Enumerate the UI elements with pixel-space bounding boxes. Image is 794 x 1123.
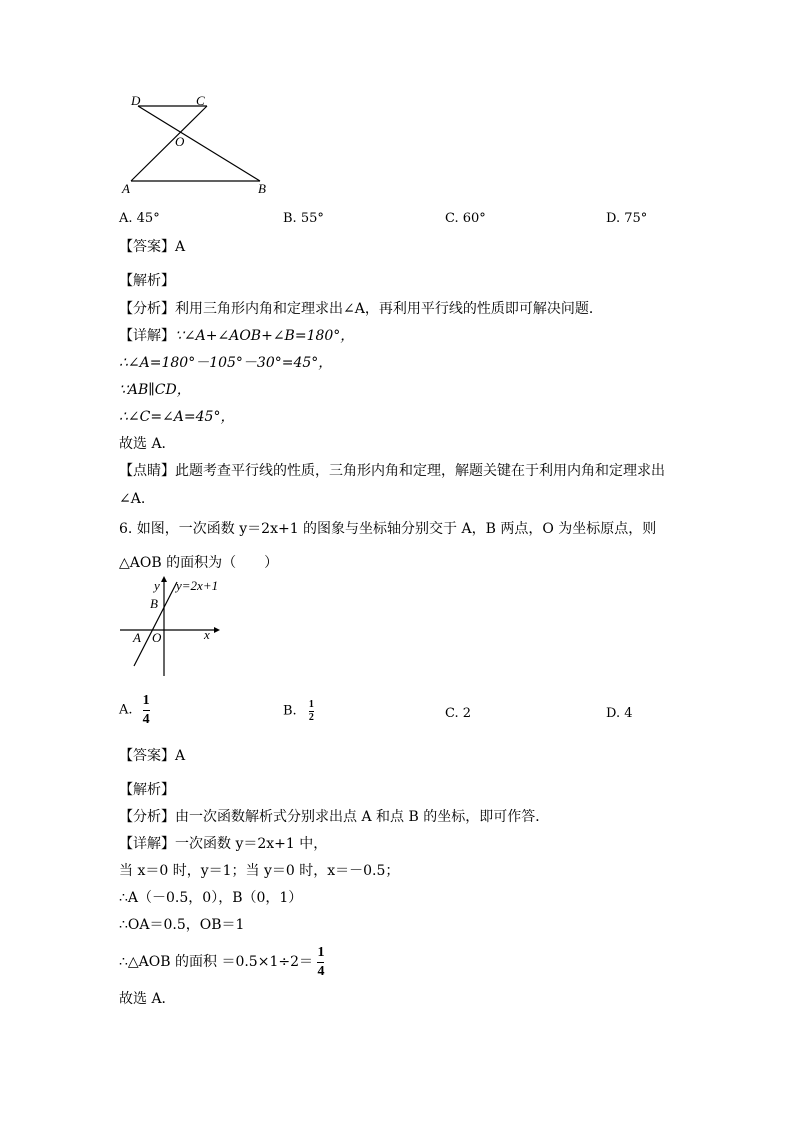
q5-option-a: A. 45° xyxy=(119,211,160,226)
q6-xiangjie xyxy=(119,834,327,854)
fenxi-label: 【分析】 xyxy=(119,301,175,317)
q5-conclusion: 故选 A． xyxy=(119,436,176,452)
q5-xiangjie xyxy=(119,326,354,346)
q5-step-2: ∴∠A=180°－105°－30°=45°， xyxy=(119,355,333,371)
x-axis-arrow xyxy=(214,627,220,633)
y-axis-arrow xyxy=(161,576,167,582)
q5-option-b: B. 55° xyxy=(283,211,324,226)
dianjing-text: 此题考查平行线的性质，三角形内角和定理，解题关键在于利用内角和定理求出 xyxy=(175,463,665,479)
option-a-fraction xyxy=(143,694,150,727)
area-expression: ∴△AOB 的面积 ＝0.5×1÷2＝ xyxy=(119,954,313,970)
answer-label: 【答案】 xyxy=(119,748,175,764)
label-c: C xyxy=(196,93,205,108)
q5-dianjing xyxy=(119,461,665,481)
q5-answer xyxy=(119,237,185,257)
area-fraction xyxy=(317,946,324,979)
q5-option-d: D. 75° xyxy=(606,211,648,226)
xiangjie-label: 【详解】 xyxy=(119,836,175,852)
q6-stem-line1: 6. 如图，一次函数 y＝2x+1 的图象与坐标轴分别交于 A，B 两点，O 为坐标原点，则 xyxy=(119,521,657,537)
q6-conclusion: 故选 A． xyxy=(119,991,176,1007)
option-b-fraction xyxy=(309,700,314,723)
fraction-numerator: 1 xyxy=(142,693,150,708)
label-o: O xyxy=(175,134,185,149)
option-a-label: A. xyxy=(119,702,133,718)
graph-label-x: x xyxy=(204,627,210,642)
q5-jiexi-heading: 【解析】 xyxy=(119,273,175,289)
q5-dianjing-cont: ∠A. xyxy=(119,491,146,507)
graph-label-a: A xyxy=(133,630,141,645)
graph-label-eq: y=2x+1 xyxy=(176,578,219,593)
label-b: B xyxy=(258,181,266,196)
graph-label-b: B xyxy=(150,596,158,611)
graph-label-y: y xyxy=(154,578,160,593)
xiangjie-label: 【详解】 xyxy=(119,328,175,344)
q5-step-3: ∵AB∥CD， xyxy=(119,382,191,398)
q5-step-4: ∴∠C=∠A=45°， xyxy=(119,409,235,425)
q6-step-2: ∴A（－0.5，0），B（0，1） xyxy=(119,890,303,906)
fenxi-text: 由一次函数解析式分别求出点 A 和点 B 的坐标，即可作答． xyxy=(175,809,550,825)
label-a: A xyxy=(122,181,130,196)
step-1: ∵∠A+∠AOB+∠B=180°， xyxy=(175,328,355,344)
q6-step-1: 当 x＝0 时，y＝1；当 y＝0 时，x＝－0.5； xyxy=(119,863,400,879)
figure-parallel-lines xyxy=(118,90,278,196)
answer-value: A xyxy=(175,748,186,764)
q6-fenxi xyxy=(119,807,549,827)
dianjing-label: 【点睛】 xyxy=(119,463,175,479)
option-b-label: B. xyxy=(283,703,297,719)
q6-option-d: D. 4 xyxy=(606,706,633,721)
q6-option-b xyxy=(283,700,314,723)
q5-option-c: C. 60° xyxy=(445,211,486,226)
q6-stem-line2: △AOB 的面积为（ ） xyxy=(119,555,279,571)
fraction-denominator: 4 xyxy=(317,963,325,979)
q6-option-a xyxy=(119,694,150,727)
graph-label-o: O xyxy=(152,630,162,645)
q6-step-3: ∴OA＝0.5，OB＝1 xyxy=(119,917,245,933)
fraction-bar xyxy=(317,962,324,963)
q6-jiexi-heading: 【解析】 xyxy=(119,782,175,798)
q5-fenxi xyxy=(119,299,603,319)
function-line xyxy=(134,582,177,666)
xiangjie-text: 一次函数 y＝2x+1 中， xyxy=(175,836,328,852)
fraction-numerator: 1 xyxy=(317,944,325,960)
answer-label: 【答案】 xyxy=(119,239,175,255)
segment-ac xyxy=(131,106,207,181)
fraction-denominator: 2 xyxy=(308,712,314,723)
label-d: D xyxy=(131,93,141,108)
figure-linear-graph xyxy=(118,576,228,678)
fraction-numerator: 1 xyxy=(308,699,314,710)
segment-db xyxy=(138,106,260,181)
q6-step-4 xyxy=(119,944,324,980)
fraction-denominator: 4 xyxy=(142,712,150,727)
fenxi-label: 【分析】 xyxy=(119,809,175,825)
fraction-bar xyxy=(143,710,150,711)
fenxi-text: 利用三角形内角和定理求出∠A，再利用平行线的性质即可解决问题． xyxy=(175,301,603,317)
q6-option-c: C. 2 xyxy=(445,706,472,721)
answer-value: A xyxy=(175,239,186,255)
q6-answer xyxy=(119,746,185,766)
